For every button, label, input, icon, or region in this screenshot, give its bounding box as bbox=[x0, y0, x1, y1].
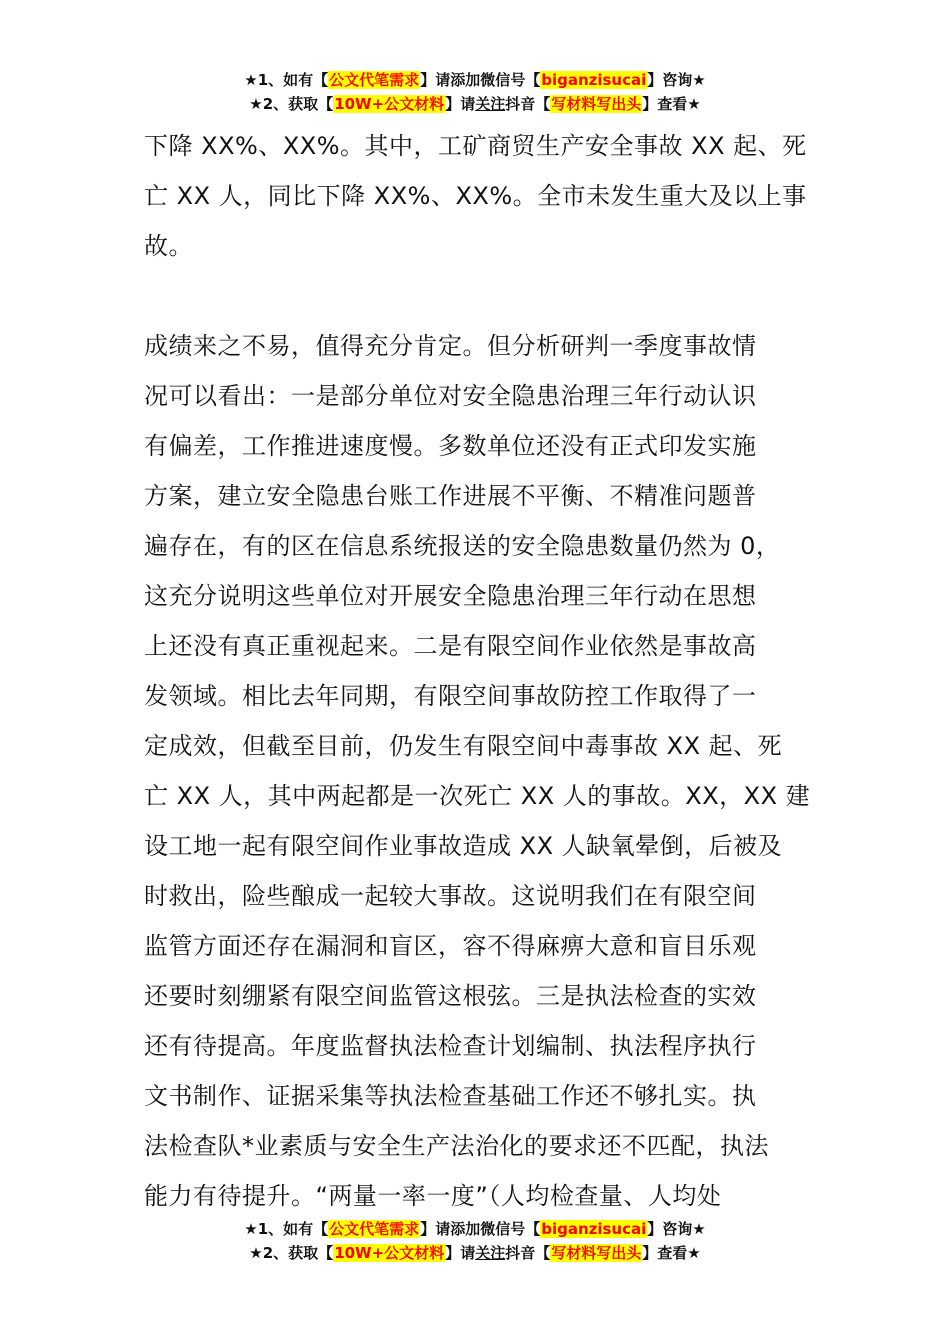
banner-text: ★1、如有【 bbox=[244, 71, 329, 89]
paragraph-line: 能力有待提升。“两量一率一度”（人均检查量、人均处 bbox=[144, 1182, 722, 1210]
paragraph-line: 方案，建立安全隐患台账工作进展不平衡、不精准问题普 bbox=[144, 482, 757, 510]
footer-banner bbox=[0, 1217, 950, 1265]
banner-text: 】咨询★ bbox=[647, 1220, 706, 1238]
banner-highlight: 公文代笔需求 bbox=[329, 1220, 420, 1238]
paragraph-line: 还有待提高。年度监督执法检查计划编制、执法程序执行 bbox=[144, 1032, 757, 1060]
banner-highlight: 10W+公文材料 bbox=[334, 1244, 445, 1262]
banner-line-2 bbox=[0, 92, 950, 116]
banner-highlight: biganzisucai bbox=[541, 1220, 647, 1238]
paragraph-line: 这充分说明这些单位对开展安全隐患治理三年行动在思想 bbox=[144, 582, 757, 610]
banner-underlined-text: 关注 bbox=[475, 95, 506, 113]
paragraph-line: 时救出，险些酿成一起较大事故。这说明我们在有限空间 bbox=[144, 882, 757, 910]
paragraph-line: 况可以看出：一是部分单位对安全隐患治理三年行动认识 bbox=[144, 382, 757, 410]
banner-text: 抖音【 bbox=[505, 1244, 551, 1262]
paragraph-line: 监管方面还存在漏洞和盲区，容不得麻痹大意和盲目乐观 bbox=[144, 932, 757, 960]
paragraph-line: 亡 XX 人，同比下降 XX%、XX%。全市未发生重大及以上事 bbox=[144, 182, 807, 210]
banner-text: 】请添加微信号【 bbox=[420, 1220, 541, 1238]
banner-line-1 bbox=[0, 68, 950, 92]
banner-highlight: 写材料写出头 bbox=[551, 95, 642, 113]
banner-text: 】查看★ bbox=[642, 95, 701, 113]
banner-text: ★2、获取【 bbox=[249, 95, 334, 113]
paragraph-2 bbox=[144, 321, 809, 1221]
paragraph-line: 文书制作、证据采集等执法检查基础工作还不够扎实。执 bbox=[144, 1082, 757, 1110]
paragraph-line: 成绩来之不易，值得充分肯定。但分析研判一季度事故情 bbox=[144, 332, 757, 360]
paragraph-line: 设工地一起有限空间作业事故造成 XX 人缺氧晕倒，后被及 bbox=[144, 832, 783, 860]
banner-highlight: 10W+公文材料 bbox=[334, 95, 445, 113]
banner-text: 】请 bbox=[445, 1244, 476, 1262]
paragraph-line: 上还没有真正重视起来。二是有限空间作业依然是事故高 bbox=[144, 632, 757, 660]
banner-text: 】咨询★ bbox=[647, 71, 706, 89]
banner-text: 】查看★ bbox=[642, 1244, 701, 1262]
banner-highlight: biganzisucai bbox=[541, 71, 647, 89]
header-banner bbox=[0, 68, 950, 116]
paragraph-line: 下降 XX%、XX%。其中，工矿商贸生产安全事故 XX 起、死 bbox=[144, 132, 807, 160]
paragraph-line: 法检查队*业素质与安全生产法治化的要求还不匹配，执法 bbox=[144, 1132, 769, 1160]
banner-text: ★2、获取【 bbox=[249, 1244, 334, 1262]
paragraph-line: 遍存在，有的区在信息系统报送的安全隐患数量仍然为 0， bbox=[144, 532, 781, 560]
banner-line-2 bbox=[0, 1241, 950, 1265]
paragraph-line: 故。 bbox=[144, 232, 193, 260]
banner-highlight: 写材料写出头 bbox=[551, 1244, 642, 1262]
banner-line-1 bbox=[0, 1217, 950, 1241]
banner-highlight: 公文代笔需求 bbox=[329, 71, 420, 89]
banner-text: ★1、如有【 bbox=[244, 1220, 329, 1238]
banner-text: 】请添加微信号【 bbox=[420, 71, 541, 89]
banner-underlined-text: 关注 bbox=[475, 1244, 506, 1262]
paragraph-line: 有偏差，工作推进速度慢。多数单位还没有正式印发实施 bbox=[144, 432, 757, 460]
paragraph-1 bbox=[144, 121, 809, 271]
paragraph-line: 发领域。相比去年同期，有限空间事故防控工作取得了一 bbox=[144, 682, 757, 710]
paragraph-line: 亡 XX 人，其中两起都是一次死亡 XX 人的事故。XX，XX 建 bbox=[144, 782, 811, 810]
banner-text: 】请 bbox=[445, 95, 476, 113]
paragraph-line: 定成效，但截至目前，仍发生有限空间中毒事故 XX 起、死 bbox=[144, 732, 783, 760]
banner-text: 抖音【 bbox=[505, 95, 551, 113]
paragraph-line: 还要时刻绷紧有限空间监管这根弦。三是执法检查的实效 bbox=[144, 982, 757, 1010]
